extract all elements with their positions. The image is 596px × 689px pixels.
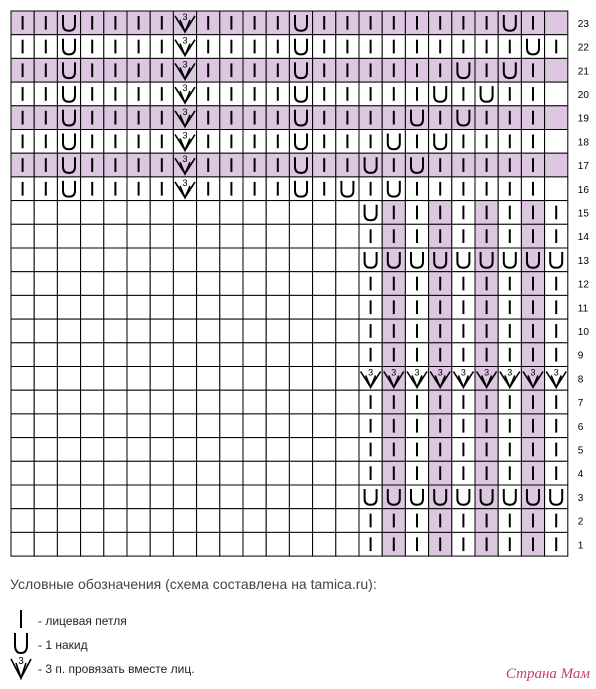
legend-item-knit [8, 606, 208, 632]
chart-cell [266, 461, 289, 485]
chart-cell [104, 509, 127, 533]
chart-cell [11, 485, 34, 509]
chart-cell [336, 461, 359, 485]
chart-cell [289, 201, 312, 225]
chart-cell [545, 153, 568, 177]
chart-cell [104, 248, 127, 272]
row-number: 17 [577, 161, 589, 172]
chart-cell [266, 248, 289, 272]
chart-cell [220, 485, 243, 509]
chart-cell [81, 201, 104, 225]
chart-cell [313, 461, 336, 485]
row-number: 16 [577, 184, 589, 196]
chart-cell [266, 438, 289, 462]
chart-cell [220, 438, 243, 462]
chart-cell [150, 367, 173, 391]
row-number: 15 [577, 208, 589, 220]
row-number: 21 [577, 66, 589, 78]
chart-cell [34, 248, 57, 272]
chart-cell [173, 343, 196, 367]
chart-cell [220, 319, 243, 343]
chart-cell [313, 414, 336, 438]
chart-cell [545, 82, 568, 106]
chart-cell [150, 343, 173, 367]
chart-cell [545, 11, 568, 35]
row-number: 4 [577, 469, 584, 481]
chart-cell [81, 248, 104, 272]
legend-item-yarn-over [8, 630, 208, 656]
chart-cell [289, 224, 312, 248]
chart-cell [57, 414, 80, 438]
k3tog-number: 3 [507, 367, 513, 378]
chart-cell [197, 461, 220, 485]
chart-cell [57, 390, 80, 414]
chart-cell [220, 390, 243, 414]
chart-cell [34, 390, 57, 414]
chart-cell [336, 248, 359, 272]
chart-cell [11, 461, 34, 485]
chart-cell [127, 319, 150, 343]
chart-cell [104, 201, 127, 225]
chart-cell [266, 272, 289, 296]
row-number: 9 [577, 350, 584, 362]
chart-cell [34, 367, 57, 391]
chart-cell [57, 532, 80, 556]
chart-cell [197, 248, 220, 272]
chart-cell [150, 485, 173, 509]
chart-cell [266, 532, 289, 556]
chart-cell [220, 414, 243, 438]
chart-cell [81, 461, 104, 485]
chart-cell [197, 390, 220, 414]
chart-cell [336, 272, 359, 296]
chart-cell [11, 295, 34, 319]
chart-cell [313, 367, 336, 391]
chart-cell [104, 485, 127, 509]
chart-cell [220, 367, 243, 391]
chart-cell [313, 224, 336, 248]
chart-cell [34, 414, 57, 438]
legend-title: Условные обозначения (схема составлена на tamica.ru): [10, 576, 377, 592]
k3tog-number: 3 [182, 35, 188, 46]
chart-cell [266, 414, 289, 438]
chart-cell [289, 438, 312, 462]
chart-cell [266, 295, 289, 319]
chart-cell [150, 414, 173, 438]
chart-cell [243, 343, 266, 367]
chart-cell [313, 532, 336, 556]
row-number: 11 [577, 303, 589, 315]
chart-cell [34, 319, 57, 343]
svg-text:3: 3 [18, 656, 24, 667]
chart-cell [173, 201, 196, 225]
watermark-logo: Страна Мам [505, 666, 590, 682]
chart-cell [150, 461, 173, 485]
chart-cell [197, 272, 220, 296]
chart-cell [243, 201, 266, 225]
legend-text-knit: - лицевая петля [38, 614, 127, 628]
chart-cell [173, 367, 196, 391]
chart-cell [313, 485, 336, 509]
chart-cell [11, 390, 34, 414]
k3tog-number: 3 [391, 367, 397, 378]
k3tog-number: 3 [414, 367, 420, 378]
chart-cell [81, 224, 104, 248]
chart-cell [81, 272, 104, 296]
chart-cell [545, 106, 568, 130]
chart-cell [243, 509, 266, 533]
chart-cell [150, 532, 173, 556]
chart-cell [104, 319, 127, 343]
chart-cell [197, 201, 220, 225]
chart-cell [81, 485, 104, 509]
chart-cell [81, 509, 104, 533]
chart-cell [313, 319, 336, 343]
chart-cell [220, 532, 243, 556]
chart-cell [150, 201, 173, 225]
chart-cell [127, 295, 150, 319]
chart-cell [173, 461, 196, 485]
chart-cell [57, 248, 80, 272]
chart-cell [266, 201, 289, 225]
chart-cell [104, 224, 127, 248]
chart-cell [313, 438, 336, 462]
chart-cell [11, 224, 34, 248]
chart-cell [289, 509, 312, 533]
chart-cell [197, 485, 220, 509]
k3tog-number: 3 [182, 154, 188, 165]
chart-cell [57, 461, 80, 485]
chart-cell [289, 319, 312, 343]
chart-cell [289, 414, 312, 438]
chart-cell [243, 532, 266, 556]
k3tog-number: 3 [460, 367, 466, 378]
chart-cell [336, 319, 359, 343]
chart-cell [127, 414, 150, 438]
chart-cell [336, 509, 359, 533]
chart-cell [34, 343, 57, 367]
k3tog-number: 3 [182, 12, 188, 22]
chart-cell [336, 532, 359, 556]
yarn-over-icon [8, 630, 34, 656]
k3tog-number: 3 [182, 106, 188, 117]
chart-cell [336, 343, 359, 367]
chart-cell [336, 201, 359, 225]
chart-cell [197, 224, 220, 248]
chart-cell [173, 272, 196, 296]
chart-cell [289, 461, 312, 485]
chart-cell [313, 201, 336, 225]
k3tog-number: 3 [553, 367, 559, 378]
chart-cell [11, 248, 34, 272]
chart-cell [150, 248, 173, 272]
row-number: 7 [577, 398, 584, 410]
chart-cell [57, 272, 80, 296]
chart-cell [313, 272, 336, 296]
chart-cell [173, 509, 196, 533]
chart-cell [243, 248, 266, 272]
chart-cell [57, 485, 80, 509]
chart-cell [34, 295, 57, 319]
chart-cell [220, 248, 243, 272]
chart-cell [289, 532, 312, 556]
k3tog-number: 3 [182, 83, 188, 94]
chart-cell [127, 224, 150, 248]
k3tog-icon [8, 654, 34, 680]
chart-cell [313, 295, 336, 319]
chart-cell [104, 367, 127, 391]
chart-cell [81, 414, 104, 438]
chart-cell [81, 319, 104, 343]
chart-cell [173, 438, 196, 462]
chart-cell [34, 509, 57, 533]
chart-cell [289, 343, 312, 367]
knit-stitch-icon [8, 606, 34, 632]
row-number: 20 [577, 89, 589, 101]
legend-item-k3tog [8, 654, 268, 680]
chart-cell [173, 390, 196, 414]
chart-cell [104, 414, 127, 438]
chart-cell [336, 367, 359, 391]
row-number: 13 [577, 255, 589, 267]
row-number: 2 [577, 516, 584, 528]
row-number: 23 [577, 18, 589, 30]
chart-cell [173, 532, 196, 556]
chart-cell [127, 461, 150, 485]
chart-cell [11, 509, 34, 533]
chart-cell [127, 272, 150, 296]
chart-cell [266, 343, 289, 367]
chart-cell [197, 367, 220, 391]
chart-cell [545, 58, 568, 82]
chart-cell [11, 319, 34, 343]
legend-text-k3tog: - 3 п. провязать вместе лиц. [38, 662, 195, 676]
k3tog-number: 3 [368, 367, 374, 378]
chart-cell [34, 461, 57, 485]
chart-cell [336, 390, 359, 414]
row-number: 5 [577, 445, 584, 457]
chart-cell [57, 295, 80, 319]
row-number: 10 [577, 326, 589, 338]
chart-cell [336, 295, 359, 319]
chart-cell [545, 177, 568, 201]
chart-cell [197, 295, 220, 319]
k3tog-number: 3 [182, 177, 188, 188]
chart-cell [220, 461, 243, 485]
chart-cell [545, 130, 568, 154]
row-number: 19 [577, 113, 589, 125]
row-number: 22 [577, 42, 589, 54]
chart-cell [336, 414, 359, 438]
chart-cell [11, 438, 34, 462]
chart-cell [266, 224, 289, 248]
chart-cell [243, 367, 266, 391]
chart-cell [243, 224, 266, 248]
chart-cell [289, 367, 312, 391]
chart-cell [289, 295, 312, 319]
chart-cell [197, 438, 220, 462]
chart-cell [313, 390, 336, 414]
chart-cell [266, 319, 289, 343]
chart-cell [104, 390, 127, 414]
chart-cell [266, 485, 289, 509]
chart-cell [34, 485, 57, 509]
chart-cell [11, 201, 34, 225]
chart-cell [243, 390, 266, 414]
chart-cell [127, 509, 150, 533]
chart-cell [57, 201, 80, 225]
chart-cell [81, 532, 104, 556]
chart-cell [11, 272, 34, 296]
chart-cell [173, 295, 196, 319]
chart-cell [57, 509, 80, 533]
chart-cell [127, 248, 150, 272]
chart-cell [150, 319, 173, 343]
chart-cell [243, 461, 266, 485]
chart-cell [336, 485, 359, 509]
chart-cell [127, 532, 150, 556]
chart-cell [11, 414, 34, 438]
chart-cell [150, 295, 173, 319]
chart-cell [81, 367, 104, 391]
chart-cell [81, 390, 104, 414]
chart-cell [127, 343, 150, 367]
chart-cell [173, 485, 196, 509]
k3tog-number: 3 [182, 130, 188, 141]
chart-cell [57, 224, 80, 248]
chart-cell [81, 438, 104, 462]
chart-cell [81, 343, 104, 367]
chart-cell [173, 319, 196, 343]
chart-cell [127, 367, 150, 391]
chart-cell [104, 438, 127, 462]
chart-cell [127, 485, 150, 509]
chart-cell [173, 224, 196, 248]
chart-cell [34, 272, 57, 296]
chart-cell [150, 509, 173, 533]
chart-cell [243, 295, 266, 319]
chart-cell [197, 319, 220, 343]
row-number: 12 [577, 279, 589, 291]
chart-cell [220, 509, 243, 533]
chart-cell [34, 532, 57, 556]
chart-cell [289, 390, 312, 414]
chart-cell [11, 367, 34, 391]
row-number: 18 [577, 137, 589, 149]
chart-cell [127, 201, 150, 225]
chart-cell [173, 248, 196, 272]
chart-cell [336, 438, 359, 462]
chart-cell [150, 390, 173, 414]
chart-cell [150, 224, 173, 248]
chart-cell [127, 438, 150, 462]
row-number: 1 [577, 540, 584, 552]
chart-cell [197, 509, 220, 533]
chart-cell [336, 224, 359, 248]
k3tog-number: 3 [530, 367, 536, 378]
chart-cell [289, 485, 312, 509]
chart-cell [104, 461, 127, 485]
chart-cell [266, 509, 289, 533]
chart-cell [266, 367, 289, 391]
chart-cell [313, 509, 336, 533]
chart-cell [173, 414, 196, 438]
chart-cell [220, 272, 243, 296]
chart-cell [220, 343, 243, 367]
chart-cell [11, 343, 34, 367]
legend-text-yarn-over: - 1 накид [38, 638, 88, 652]
chart-cell [150, 438, 173, 462]
row-number: 6 [577, 421, 584, 433]
chart-cell [34, 201, 57, 225]
chart-cell [220, 295, 243, 319]
chart-cell [220, 201, 243, 225]
chart-cell [197, 414, 220, 438]
chart-cell [57, 438, 80, 462]
chart-cell [197, 532, 220, 556]
chart-cell [313, 248, 336, 272]
chart-cell [57, 319, 80, 343]
chart-cell [266, 390, 289, 414]
chart-cell [127, 390, 150, 414]
k3tog-number: 3 [182, 59, 188, 70]
row-number: 14 [577, 232, 589, 244]
k3tog-number: 3 [484, 367, 490, 378]
row-number: 3 [577, 492, 584, 504]
chart-cell [313, 343, 336, 367]
chart-cell [104, 532, 127, 556]
chart-cell [11, 532, 34, 556]
chart-cell [57, 367, 80, 391]
chart-cell [243, 414, 266, 438]
chart-cell [150, 272, 173, 296]
chart-cell [289, 248, 312, 272]
row-number: 8 [577, 374, 584, 386]
chart-cell [104, 343, 127, 367]
chart-cell [104, 295, 127, 319]
chart-cell [243, 485, 266, 509]
chart-cell [289, 272, 312, 296]
chart-cell [34, 438, 57, 462]
chart-cell [34, 224, 57, 248]
chart-cell [104, 272, 127, 296]
chart-cell [243, 319, 266, 343]
chart-cell [243, 438, 266, 462]
chart-cell [243, 272, 266, 296]
chart-cell [197, 343, 220, 367]
chart-cell [220, 224, 243, 248]
chart-cell [81, 295, 104, 319]
k3tog-number: 3 [437, 367, 443, 378]
chart-cell [57, 343, 80, 367]
